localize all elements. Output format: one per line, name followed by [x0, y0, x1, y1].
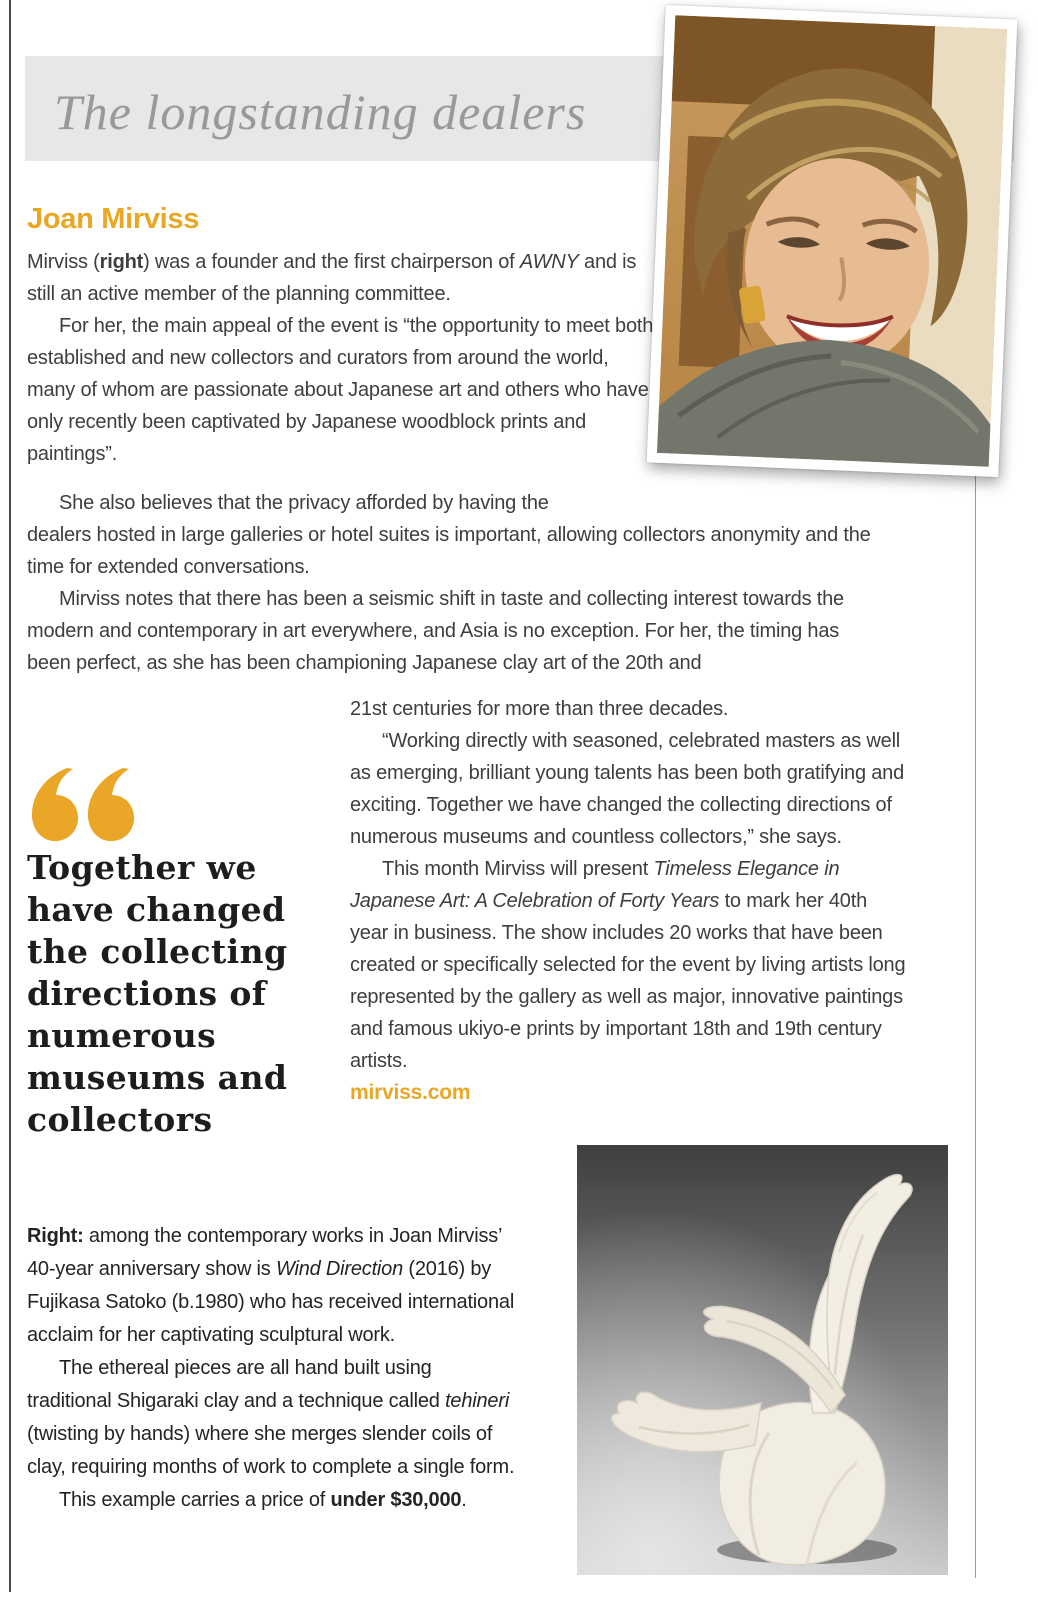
sculpture-photo [577, 1145, 948, 1575]
left-page-rule [9, 0, 11, 1592]
photo-wrap-spacer [590, 487, 885, 517]
article-text-full-width [27, 487, 885, 679]
body-paragraph: For her, the main appeal of the event is “the opportunity to meet both established and new collectors and curators from around the world, many of whom are passionate about Japanese art and others who have only recently been captivated by Japanese woodblock prints and paintings”. [27, 315, 654, 465]
page-title: The longstanding dealers [54, 84, 587, 140]
body-paragraph: Mirviss notes that there has been a seismic shift in taste and collecting interest towards the modern and contemporary in art everywhere, and Asia is no exception. For her, the timing has been perfect, as she has been championing Japanese clay art of the 20th and [27, 588, 844, 674]
open-quote-icon [27, 765, 137, 843]
pull-quote-text: Together we have changed the collecting directions of numerous museums and collectors [27, 848, 288, 1139]
article-text-right-column [350, 693, 906, 1109]
caption-paragraph: Right: among the contemporary works in Joan Mirviss’ 40-year anniversary show is Wind Direction (2016) by Fujikasa Satoko (b.1980) who has received international acclaim for her captivating sculptural work. [27, 1225, 515, 1346]
body-paragraph: This month Mirviss will present Timeless Elegance in Japanese Art: A Celebration of Forty Years to mark her 40th year in business. The show includes 20 works that have been created or specifically selected for the event by living artists long represented by the gallery as well as major, innovative paintings and famous ukiyo-e prints by important 18th and 19th century artists. [350, 858, 906, 1072]
article-text-column-top [27, 246, 655, 470]
sculpture-photo-illustration [577, 1145, 948, 1575]
body-paragraph: 21st centuries for more than three decades. [350, 698, 729, 720]
caption-paragraph: The ethereal pieces are all hand built using traditional Shigaraki clay and a technique called tehineri (twisting by hands) where she merges slender coils of clay, requiring months of work to complete a single form. [27, 1357, 515, 1478]
body-paragraph: “Working directly with seasoned, celebrated masters as well as emerging, brilliant young talents has been both gratifying and exciting. Together we have changed the collecting directions of numerous museums and countless collectors,” she says. [350, 730, 905, 848]
section-heading-joan-mirviss: Joan Mirviss [27, 203, 200, 235]
body-paragraph: She also believes that the privacy afforded by having the dealers hosted in large galleries or hotel suites is important, allowing collectors anonymity and the time for extended conversations. [27, 492, 871, 578]
caption-paragraph: This example carries a price of under $30,000. [59, 1489, 467, 1511]
portrait-photo [647, 5, 1018, 477]
portrait-photo-illustration [657, 15, 1007, 467]
pull-quote [27, 765, 332, 1141]
body-paragraph: Mirviss (right) was a founder and the first chairperson of AWNY and is still an active member of the planning committee. [27, 251, 637, 305]
mirviss-website-link[interactable]: mirviss.com [350, 1081, 471, 1104]
right-column-rule [975, 468, 976, 1578]
image-caption [27, 1220, 519, 1517]
